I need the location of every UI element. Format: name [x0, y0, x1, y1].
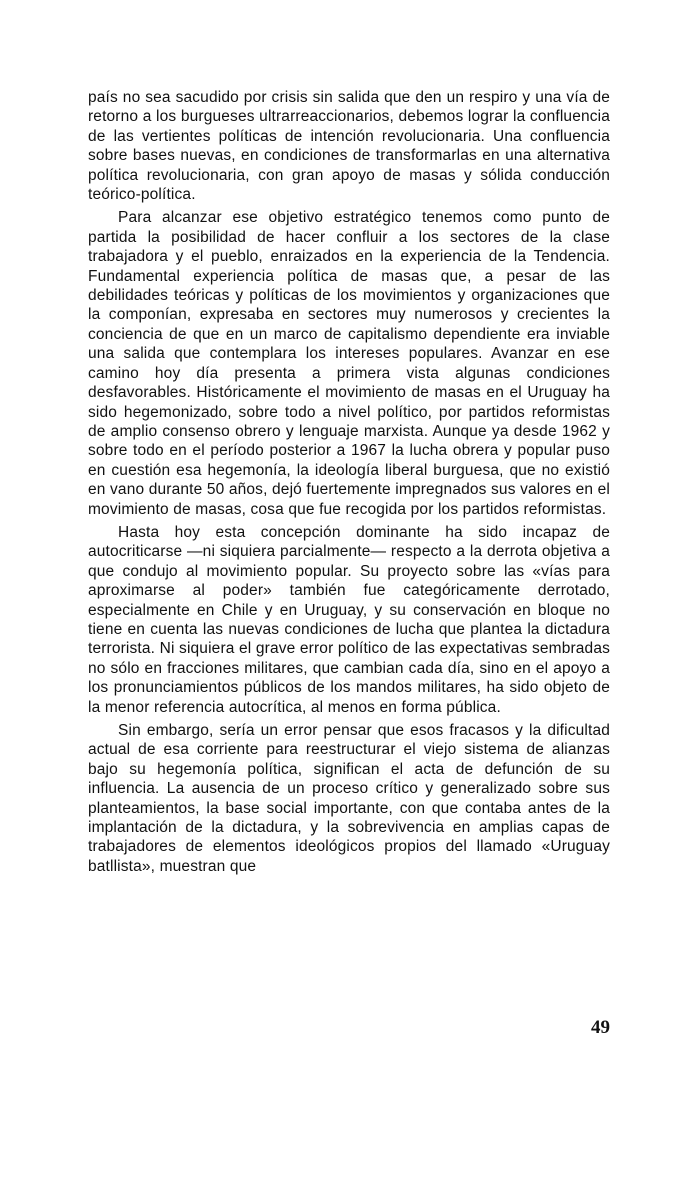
paragraph-4: Sin embargo, sería un error pensar que esos fracasos y la dificultad actual de esa corriente para reestructurar el viejo sistema de alianzas bajo su hegemonía política, significan el acta de defunción de su influencia. La ausencia de un proceso crítico y generalizado sobre sus planteamientos, la base social importante, con que contaba antes de la implantación de la dictadura, y la sobrevivencia en amplias capas de trabajadores de elementos ideológicos propios del llamado «Uruguay batllista», muestran que	[88, 722, 610, 875]
paragraph-3: Hasta hoy esta concepción dominante ha sido incapaz de autocriticarse —ni siquiera parcialmente— respecto a la derrota objetiva a que condujo al movimiento popular. Su proyecto sobre las «vías para aproximarse al poder» también fue categóricamente derrotado, especialmente en Chile y en Uruguay, y su conservación en bloque no tiene en cuenta las nuevas condiciones de lucha que plantea la dictadura terrorista. Ni siquiera el grave error político de las expectativas sembradas no sólo en fracciones militares, que cambian cada día, sino en el apoyo a los pronunciamientos públicos de los mandos militares, ha sido objeto de la menor referencia autocrítica, al menos en forma pública.	[88, 523, 610, 716]
page-number: 49	[591, 1017, 610, 1038]
page-body	[88, 88, 610, 876]
paragraph-2: Para alcanzar ese objetivo estratégico tenemos como punto de partida la posibilidad de hacer confluir a los sectores de la clase trabajadora y el pueblo, enraizados en la experiencia de la Tendencia. Fundamental experiencia política de masas que, a pesar de las debilidades teóricas y políticas de los movimientos y organizaciones que la componían, expresaba en sectores muy numerosos y crecientes la conciencia de que en un marco de capitalismo dependiente era inviable una salida que contemplara los intereses populares. Avanzar en ese camino hoy día presenta a primera vista algunas condiciones desfavorables. Históricamente el movimiento de masas en el Uruguay ha sido hegemonizado, sobre todo a nivel político, por partidos reformistas de amplio consenso obrero y lenguaje marxista. Aunque ya desde 1962 y sobre todo en el período posterior a 1967 la lucha obrera y popular puso en cuestión esa hegemonía, la ideología liberal burguesa, que no existió en vano durante 50 años, dejó fuertemente impregnados sus valores en el movimiento de masas, cosa que fue recogida por los partidos reformistas.	[88, 209, 610, 518]
paragraph-1: país no sea sacudido por crisis sin salida que den un respiro y una vía de retorno a los burgueses ultrarreaccionarios, debemos lograr la confluencia de las vertientes políticas de intención revolucionaria. Una confluencia sobre bases nuevas, en condiciones de transformarlas en una alternativa política revolucionaria, con gran apoyo de masas y sólida conducción teórico-política.	[88, 89, 610, 204]
